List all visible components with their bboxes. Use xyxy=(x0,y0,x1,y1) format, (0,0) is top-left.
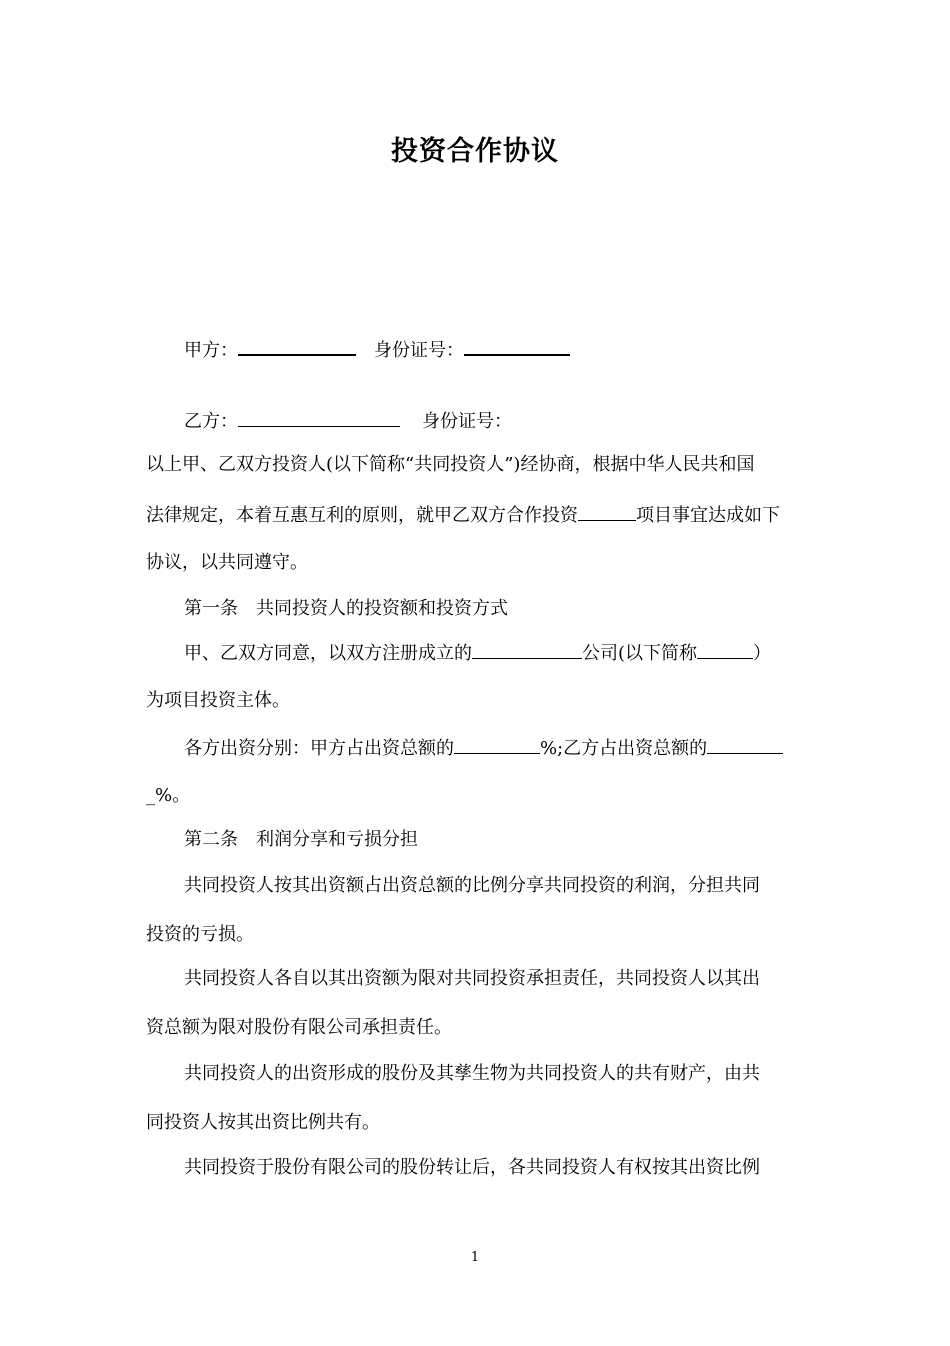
party-b-id-label: 身份证号： xyxy=(422,411,512,432)
article-2-p4-line-1: 共同投资于股份有限公司的股份转让后，各共同投资人有权按其出资比例 xyxy=(184,1157,760,1178)
article-2-p1-line-1: 共同投资人按其出资额占出资总额的比例分享共同投资的利润，分担共同 xyxy=(184,875,760,896)
party-b-label: 乙方： xyxy=(184,411,238,432)
party-a-share-blank xyxy=(454,735,540,754)
article-1-p1 xyxy=(184,640,771,666)
article-2-p2-line-1: 共同投资人各自以其出资额为限对共同投资承担责任，共同投资人以其出 xyxy=(184,968,760,989)
company-name-blank xyxy=(472,640,582,659)
project-name-blank xyxy=(578,502,636,521)
party-a-line xyxy=(184,336,570,363)
intro-line-3: 协议，以共同遵守。 xyxy=(146,552,308,573)
party-a-id-blank xyxy=(464,336,570,356)
company-short-name-blank xyxy=(697,640,753,659)
article-2-p3-line-2: 同投资人按其出资比例共有。 xyxy=(146,1112,380,1133)
article-1-p2-a: 各方出资分别：甲方占出资总额的 xyxy=(184,738,454,759)
intro-line-2-a: 法律规定，本着互惠互利的原则，就甲乙双方合作投资 xyxy=(146,505,578,526)
article-1-p1-a: 甲、乙双方同意，以双方注册成立的 xyxy=(184,643,472,664)
article-1-p1-c: ） xyxy=(753,643,772,664)
party-b-name-blank xyxy=(238,408,400,427)
article-1-p1-line-2: 为项目投资主体。 xyxy=(146,690,290,711)
article-1-p1-b: 公司(以下简称 xyxy=(582,643,698,664)
party-a-id-label: 身份证号： xyxy=(374,340,464,361)
article-2-p2-line-2: 资总额为限对股份有限公司承担责任。 xyxy=(146,1017,452,1038)
intro-line-2 xyxy=(146,502,780,528)
intro-line-2-b: 项目事宜达成如下 xyxy=(636,505,780,526)
article-1-p2-line-2: _%。 xyxy=(146,785,191,806)
party-a-name-blank xyxy=(238,336,356,356)
article-2-p3-line-1: 共同投资人的出资形成的股份及其孳生物为共同投资人的共有财产，由共 xyxy=(184,1063,760,1084)
article-1-p2 xyxy=(184,735,783,761)
intro-line-1: 以上甲、乙双方投资人(以下简称“共同投资人”)经协商，根据中华人民共和国 xyxy=(146,454,755,475)
article-1-heading: 第一条 共同投资人的投资额和投资方式 xyxy=(184,598,508,619)
party-b-line xyxy=(184,408,512,434)
document-title: 投资合作协议 xyxy=(391,136,559,167)
page-number: 1 xyxy=(470,1250,480,1265)
article-1-p2-b: %;乙方占出资总额的 xyxy=(540,738,708,759)
article-2-heading: 第二条 利润分享和亏损分担 xyxy=(184,829,418,850)
party-a-label: 甲方： xyxy=(184,340,238,361)
article-2-p1-line-2: 投资的亏损。 xyxy=(146,924,254,945)
party-b-share-blank xyxy=(707,735,783,754)
